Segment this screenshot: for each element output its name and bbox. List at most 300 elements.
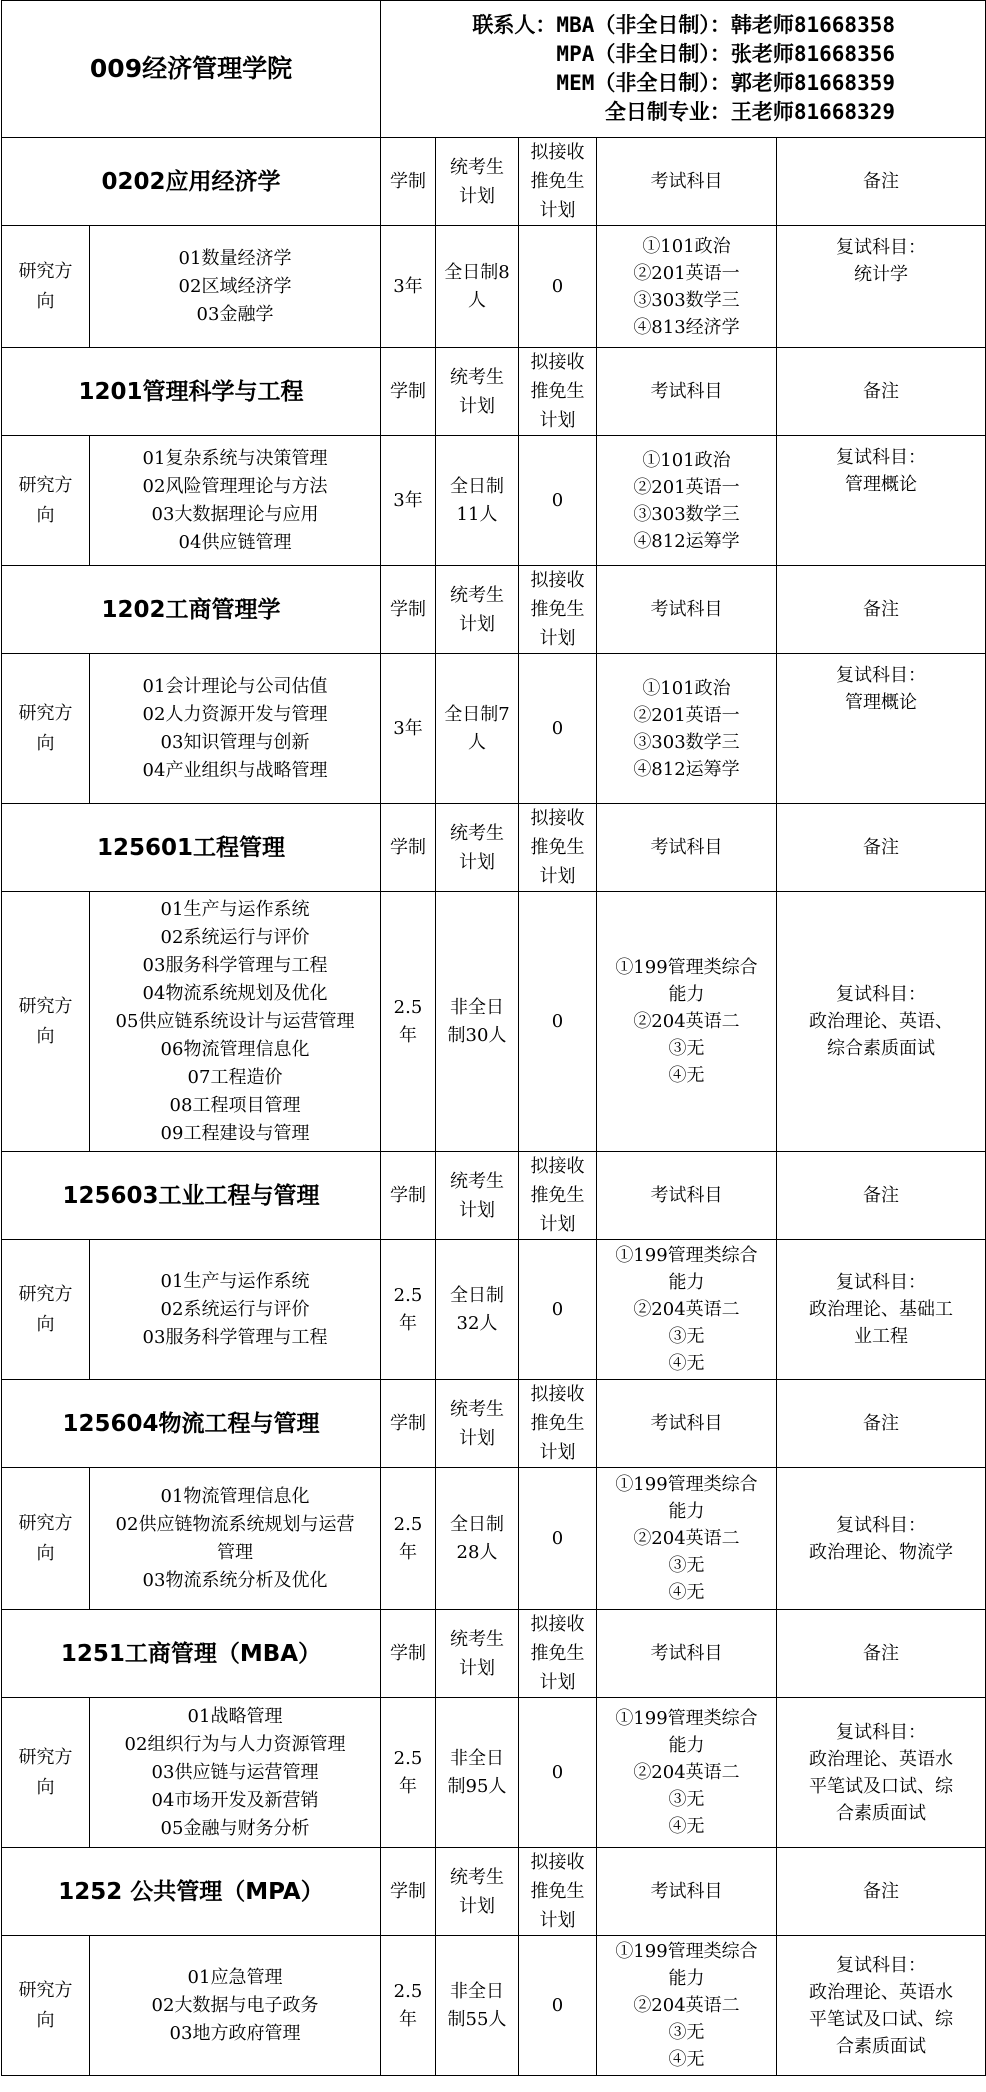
remark-line: 政治理论、物流学 (809, 1541, 953, 1563)
remark-line: 复试科目： (836, 237, 926, 258)
plan-line: 人 (468, 731, 486, 753)
duration-line: 年 (399, 1312, 417, 1334)
duration-header: 学制 (381, 138, 436, 226)
direction-item: 02系统运行与评价 (160, 926, 310, 948)
direction-item: 01复杂系统与决策管理 (142, 447, 328, 469)
plan-line: 制55人 (447, 2008, 507, 2030)
direction-item: 01数量经济学 (178, 247, 292, 269)
exam-header: 考试科目 (597, 1152, 777, 1240)
dept-header-row (2, 1, 986, 138)
major-header-row (2, 1380, 986, 1468)
remark-line: 政治理论、英语、 (809, 1011, 953, 1032)
direction-label-line: 研究方 (18, 1746, 73, 1768)
exempt-header (519, 348, 597, 436)
remark-line: 平笔试及口试、综 (809, 1775, 953, 1797)
contact-line: 联系人：MBA（非全日制）：韩老师81668358 (472, 13, 895, 37)
duration-line: 2.5 (393, 996, 423, 1018)
direction-item: 03服务科学管理与工程 (142, 954, 328, 976)
remark-line: 管理概论 (845, 692, 917, 713)
remark-value (777, 892, 986, 1152)
remark-value (777, 1698, 986, 1848)
exam-subject: ②201英语一 (633, 262, 740, 284)
exam-subject: ③无 (668, 1789, 705, 1810)
major-detail-row (2, 1698, 986, 1848)
exam-subject: ④813经济学 (633, 316, 740, 338)
remark-value (777, 1240, 986, 1380)
exam-subject: ②204英语二 (633, 1762, 740, 1783)
directions-list (90, 436, 381, 566)
direction-item: 03金融学 (196, 303, 274, 325)
duration-value (381, 1936, 436, 2076)
direction-label (2, 226, 90, 348)
direction-item: 05供应链系统设计与运营管理 (115, 1010, 355, 1032)
exam-subject: 能力 (668, 1501, 705, 1522)
plan-line: 11人 (456, 503, 498, 525)
remark-value (777, 436, 986, 566)
direction-label (2, 1936, 90, 2076)
major-header-row (2, 1152, 986, 1240)
exempt-header-line: 拟接收 (530, 808, 585, 829)
duration-line: 2.5 (393, 1747, 423, 1769)
exempt-header-line: 推免生 (530, 599, 585, 620)
direction-item: 02大数据与电子政务 (151, 1994, 319, 2016)
duration-header: 学制 (381, 1848, 436, 1936)
remark-line: 统计学 (854, 264, 908, 285)
major-header-row (2, 1848, 986, 1936)
duration-line: 年 (399, 2008, 417, 2030)
direction-label-line: 研究方 (18, 702, 73, 724)
duration-value (381, 1698, 436, 1848)
direction-item: 04物流系统规划及优化 (142, 982, 328, 1004)
exam-subjects (597, 892, 777, 1152)
direction-label-line: 向 (36, 504, 55, 526)
plan-header-line: 计划 (459, 1427, 495, 1449)
dept-title: 009经济管理学院 (2, 1, 381, 138)
remark-line: 管理概论 (845, 474, 917, 495)
catalog-table (1, 0, 986, 2076)
plan-header-line: 统考生 (450, 366, 504, 388)
direction-item: 02组织行为与人力资源管理 (124, 1733, 346, 1755)
remark-line: 平笔试及口试、综 (809, 2008, 953, 2030)
remark-header: 备注 (777, 138, 986, 226)
exam-subjects (597, 1468, 777, 1610)
exempt-value: 0 (519, 1240, 597, 1380)
duration-value (381, 1468, 436, 1610)
plan-header (436, 348, 519, 436)
admissions-catalog (1, 0, 985, 2076)
major-header-row (2, 804, 986, 892)
exempt-header-line: 计划 (539, 866, 576, 887)
exempt-header (519, 1380, 597, 1468)
exempt-header (519, 138, 597, 226)
plan-line: 全日制7 (444, 703, 510, 725)
exam-subject: ④812运筹学 (633, 758, 740, 780)
directions-list (90, 892, 381, 1152)
plan-header (436, 1152, 519, 1240)
direction-item: 02风险管理理论与方法 (142, 475, 328, 497)
exam-subject: ②204英语二 (633, 1011, 740, 1032)
major-header-row (2, 1610, 986, 1698)
exam-subject: ③无 (668, 2022, 705, 2043)
remark-value (777, 654, 986, 804)
exam-subjects (597, 436, 777, 566)
exempt-value: 0 (519, 1936, 597, 2076)
exempt-header-line: 计划 (539, 410, 576, 431)
plan-header-line: 统考生 (450, 1866, 504, 1888)
remark-value (777, 1468, 986, 1610)
exam-subject: ③303数学三 (633, 503, 740, 525)
direction-label-line: 研究方 (18, 474, 73, 496)
exempt-header-line: 计划 (539, 1672, 576, 1693)
exempt-header (519, 566, 597, 654)
plan-header-line: 统考生 (450, 584, 504, 606)
exam-subject: ④无 (668, 1065, 705, 1086)
direction-item: 08工程项目管理 (169, 1094, 301, 1116)
duration-header: 学制 (381, 348, 436, 436)
direction-item: 09工程建设与管理 (160, 1122, 310, 1144)
plan-line: 人 (468, 289, 486, 311)
major-header-row (2, 566, 986, 654)
plan-header (436, 804, 519, 892)
exam-subject: ②201英语一 (633, 704, 740, 726)
direction-item: 03大数据理论与应用 (151, 503, 319, 525)
exam-subject: ④无 (668, 1816, 705, 1837)
exempt-header-line: 推免生 (530, 171, 585, 192)
direction-label-line: 向 (36, 2009, 55, 2031)
remark-value (777, 1936, 986, 2076)
direction-label-line: 研究方 (18, 260, 73, 282)
remark-header: 备注 (777, 1610, 986, 1698)
direction-label-line: 向 (36, 290, 55, 312)
contact-line: 全日制专业：王老师81668329 (604, 100, 895, 124)
direction-label (2, 1698, 90, 1848)
direction-item: 02供应链物流系统规划与运营 (115, 1513, 355, 1535)
exempt-header (519, 1610, 597, 1698)
contact-line: MEM（非全日制）：郭老师81668359 (556, 71, 895, 95)
direction-item: 管理 (217, 1541, 253, 1563)
direction-label-line: 向 (36, 1025, 55, 1047)
plan-header (436, 1610, 519, 1698)
exempt-header-line: 拟接收 (530, 1614, 585, 1635)
major-header-row (2, 138, 986, 226)
exempt-header-line: 拟接收 (530, 142, 585, 163)
exam-header: 考试科目 (597, 1848, 777, 1936)
plan-header (436, 1848, 519, 1936)
exempt-header-line: 推免生 (530, 1413, 585, 1434)
remark-line: 复试科目： (836, 1272, 926, 1293)
remark-header: 备注 (777, 566, 986, 654)
exempt-value: 0 (519, 436, 597, 566)
remark-line: 复试科目： (836, 447, 926, 468)
exempt-header-line: 计划 (539, 1214, 576, 1235)
duration-value (381, 226, 436, 348)
exam-header: 考试科目 (597, 138, 777, 226)
direction-item: 04产业组织与战略管理 (142, 759, 328, 781)
remark-line: 复试科目： (836, 1954, 926, 1976)
plan-line: 28人 (456, 1541, 498, 1563)
major-detail-row (2, 1936, 986, 2076)
plan-header-line: 计划 (459, 395, 495, 417)
contact-line: MPA（非全日制）：张老师81668356 (556, 42, 895, 66)
direction-label (2, 1240, 90, 1380)
exam-header: 考试科目 (597, 348, 777, 436)
remark-header: 备注 (777, 1152, 986, 1240)
exam-subject: 能力 (668, 1735, 705, 1756)
duration-line: 2.5 (393, 1513, 423, 1535)
direction-item: 05金融与财务分析 (160, 1817, 310, 1839)
remark-header: 备注 (777, 804, 986, 892)
plan-line: 非全日 (450, 996, 504, 1018)
exam-subject: ③无 (668, 1326, 705, 1347)
direction-item: 03物流系统分析及优化 (142, 1569, 328, 1591)
remark-header: 备注 (777, 348, 986, 436)
plan-value (436, 654, 519, 804)
plan-header-line: 统考生 (450, 156, 504, 178)
duration-header: 学制 (381, 566, 436, 654)
major-name: 1201管理科学与工程 (2, 348, 381, 436)
contact-info (381, 1, 986, 138)
exam-subject: ②204英语二 (633, 1299, 740, 1320)
major-detail-row (2, 436, 986, 566)
exam-subject: ②204英语二 (633, 1995, 740, 2016)
duration-line: 2.5 (393, 1284, 423, 1306)
exempt-header-line: 计划 (539, 200, 576, 221)
catalog-body (2, 1, 986, 2076)
major-name: 1251工商管理（MBA） (2, 1610, 381, 1698)
plan-line: 32人 (456, 1312, 498, 1334)
plan-header-line: 计划 (459, 1199, 495, 1221)
plan-line: 制30人 (447, 1024, 507, 1046)
exam-subject: ①199管理类综合 (615, 1245, 758, 1266)
exempt-header-line: 拟接收 (530, 1852, 585, 1873)
major-detail-row (2, 1240, 986, 1380)
exam-subjects (597, 654, 777, 804)
exempt-value: 0 (519, 892, 597, 1152)
plan-value (436, 892, 519, 1152)
plan-line: 全日制 (450, 1284, 504, 1306)
exam-subject: ①199管理类综合 (615, 1474, 758, 1495)
plan-header-line: 统考生 (450, 822, 504, 844)
remark-line: 政治理论、基础工 (809, 1299, 953, 1320)
direction-label-line: 向 (36, 1776, 55, 1798)
major-detail-row (2, 1468, 986, 1610)
direction-item: 01生产与运作系统 (160, 1270, 310, 1292)
remark-value (777, 226, 986, 348)
directions-list (90, 1468, 381, 1610)
major-header-row (2, 348, 986, 436)
exam-subject: 能力 (668, 1968, 705, 1989)
exempt-value: 0 (519, 654, 597, 804)
major-name: 0202应用经济学 (2, 138, 381, 226)
remark-line: 综合素质面试 (827, 1038, 935, 1059)
exam-subject: ①199管理类综合 (615, 1708, 758, 1729)
exempt-header-line: 推免生 (530, 1881, 585, 1902)
exam-subject: ③无 (668, 1555, 705, 1576)
plan-header-line: 计划 (459, 1895, 495, 1917)
major-name: 125601工程管理 (2, 804, 381, 892)
exam-subject: ②204英语二 (633, 1528, 740, 1549)
directions-list (90, 1240, 381, 1380)
exempt-value: 0 (519, 226, 597, 348)
direction-label (2, 1468, 90, 1610)
duration-value (381, 436, 436, 566)
remark-line: 政治理论、英语水 (809, 1981, 953, 2003)
exam-subject: ①101政治 (642, 677, 731, 699)
direction-label (2, 892, 90, 1152)
plan-line: 全日制 (450, 1513, 504, 1535)
plan-header-line: 统考生 (450, 1398, 504, 1420)
plan-line: 非全日 (450, 1980, 504, 2002)
exam-subject: ①101政治 (642, 449, 731, 471)
exam-subject: ①199管理类综合 (615, 957, 758, 978)
plan-line: 全日制8 (444, 261, 510, 283)
plan-header-line: 计划 (459, 1657, 495, 1679)
plan-header (436, 566, 519, 654)
plan-header (436, 1380, 519, 1468)
exempt-header-line: 推免生 (530, 837, 585, 858)
remark-line: 业工程 (854, 1326, 908, 1347)
direction-label-line: 向 (36, 1542, 55, 1564)
duration-header: 学制 (381, 1152, 436, 1240)
exam-subject: ③303数学三 (633, 731, 740, 753)
exam-subject: ④无 (668, 1353, 705, 1374)
direction-label (2, 436, 90, 566)
remark-line: 复试科目： (836, 984, 926, 1005)
exam-subjects (597, 1240, 777, 1380)
exam-subject: ①199管理类综合 (615, 1941, 758, 1962)
direction-item: 07工程造价 (187, 1066, 283, 1088)
exempt-header-line: 计划 (539, 1442, 576, 1463)
exempt-value: 0 (519, 1468, 597, 1610)
direction-item: 01生产与运作系统 (160, 898, 310, 920)
exam-subject: ①101政治 (642, 235, 731, 257)
direction-label-line: 研究方 (18, 1512, 73, 1534)
plan-value (436, 1698, 519, 1848)
exam-subjects (597, 1936, 777, 2076)
exempt-value: 0 (519, 1698, 597, 1848)
duration-line: 年 (399, 1541, 417, 1563)
exempt-header (519, 1152, 597, 1240)
remark-line: 政治理论、英语水 (809, 1748, 953, 1770)
direction-item: 04市场开发及新营销 (151, 1789, 319, 1811)
remark-line: 复试科目： (836, 1721, 926, 1743)
major-name: 1202工商管理学 (2, 566, 381, 654)
remark-line: 复试科目： (836, 665, 926, 686)
exam-subject: ③无 (668, 1038, 705, 1059)
major-detail-row (2, 892, 986, 1152)
direction-label-line: 研究方 (18, 995, 73, 1017)
remark-line: 合素质面试 (836, 1802, 926, 1824)
duration-value (381, 892, 436, 1152)
exam-subject: ④无 (668, 2049, 705, 2070)
exam-subject: 能力 (668, 984, 705, 1005)
exempt-header-line: 拟接收 (530, 352, 585, 373)
remark-header: 备注 (777, 1380, 986, 1468)
direction-label-line: 向 (36, 732, 55, 754)
directions-list (90, 1936, 381, 2076)
duration-line: 2.5 (393, 1980, 423, 2002)
duration-line: 年 (399, 1775, 417, 1797)
duration-header: 学制 (381, 1380, 436, 1468)
duration-line: 3年 (393, 717, 423, 739)
exam-header: 考试科目 (597, 566, 777, 654)
plan-header-line: 计划 (459, 851, 495, 873)
exam-subject: ②201英语一 (633, 476, 740, 498)
duration-value (381, 1240, 436, 1380)
directions-list (90, 226, 381, 348)
exempt-header-line: 推免生 (530, 381, 585, 402)
major-detail-row (2, 226, 986, 348)
exam-subject: ④812运筹学 (633, 530, 740, 552)
plan-value (436, 1240, 519, 1380)
plan-value (436, 1936, 519, 2076)
plan-header-line: 统考生 (450, 1628, 504, 1650)
exempt-header-line: 拟接收 (530, 1156, 585, 1177)
exam-header: 考试科目 (597, 1610, 777, 1698)
duration-line: 年 (399, 1024, 417, 1046)
remark-line: 复试科目： (836, 1514, 926, 1536)
plan-header-line: 计划 (459, 613, 495, 635)
direction-item: 01应急管理 (187, 1966, 283, 1988)
major-detail-row (2, 654, 986, 804)
direction-item: 03服务科学管理与工程 (142, 1326, 328, 1348)
direction-item: 02区域经济学 (178, 275, 292, 297)
direction-label-line: 研究方 (18, 1283, 73, 1305)
exam-subjects (597, 1698, 777, 1848)
exempt-header-line: 推免生 (530, 1185, 585, 1206)
exempt-header-line: 计划 (539, 1910, 576, 1931)
exempt-header (519, 1848, 597, 1936)
exam-header: 考试科目 (597, 804, 777, 892)
remark-header: 备注 (777, 1848, 986, 1936)
exempt-header-line: 计划 (539, 628, 576, 649)
major-name: 125603工业工程与管理 (2, 1152, 381, 1240)
direction-item: 06物流管理信息化 (160, 1038, 310, 1060)
directions-list (90, 1698, 381, 1848)
duration-header: 学制 (381, 804, 436, 892)
plan-value (436, 226, 519, 348)
duration-header: 学制 (381, 1610, 436, 1698)
direction-item: 01战略管理 (187, 1705, 283, 1727)
plan-value (436, 1468, 519, 1610)
direction-item: 04供应链管理 (178, 531, 292, 553)
plan-value (436, 436, 519, 566)
plan-header-line: 统考生 (450, 1170, 504, 1192)
direction-item: 01会计理论与公司估值 (142, 675, 328, 697)
direction-label-line: 向 (36, 1313, 55, 1335)
direction-item: 03知识管理与创新 (160, 731, 310, 753)
directions-list (90, 654, 381, 804)
exempt-header-line: 推免生 (530, 1643, 585, 1664)
exam-subject: 能力 (668, 1272, 705, 1293)
remark-line: 合素质面试 (836, 2035, 926, 2057)
major-name: 125604物流工程与管理 (2, 1380, 381, 1468)
duration-line: 3年 (393, 489, 423, 511)
duration-line: 3年 (393, 275, 423, 297)
plan-line: 全日制 (450, 475, 504, 497)
direction-label-line: 研究方 (18, 1979, 73, 2001)
direction-item: 01物流管理信息化 (160, 1485, 310, 1507)
plan-header (436, 138, 519, 226)
direction-item: 02系统运行与评价 (160, 1298, 310, 1320)
exempt-header-line: 拟接收 (530, 570, 585, 591)
direction-item: 02人力资源开发与管理 (142, 703, 328, 725)
exam-subject: ④无 (668, 1582, 705, 1603)
exam-subjects (597, 226, 777, 348)
exempt-header-line: 拟接收 (530, 1384, 585, 1405)
exam-subject: ③303数学三 (633, 289, 740, 311)
duration-value (381, 654, 436, 804)
